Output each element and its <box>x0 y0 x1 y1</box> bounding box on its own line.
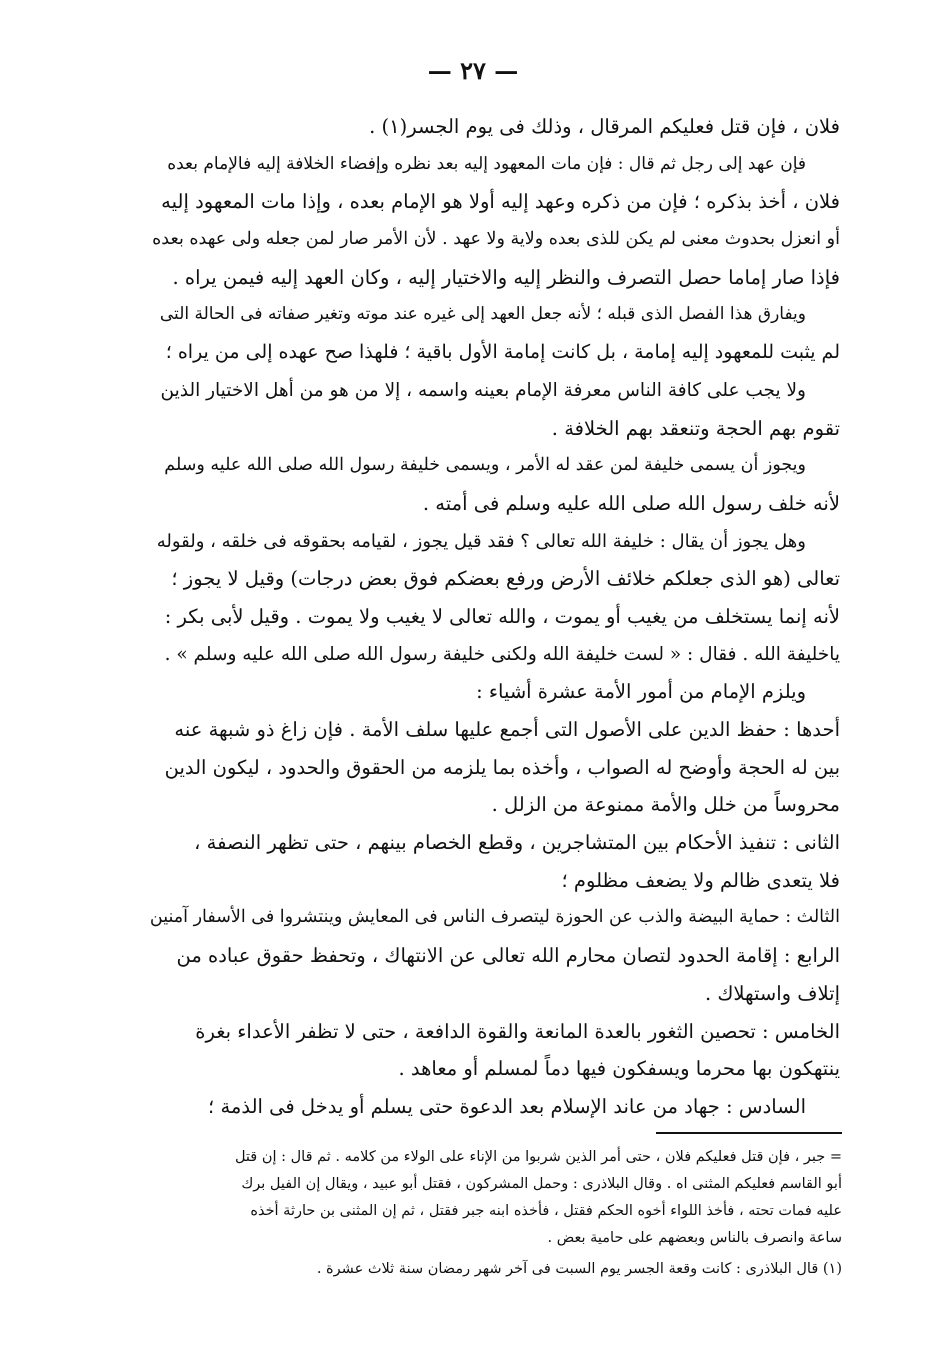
footnote-continuation-line: أبو القاسم فعليكم المثنى اه . وقال البلاذرى : وحمل المشركون ، فقتل أبو عبيد ، ويقال إن الفيل برك <box>241 1176 842 1192</box>
text-line: إتلاف واستهلاك . <box>704 981 840 1005</box>
text-line: تقوم بهم الحجة وتنعقد بهم الخلافة . <box>551 416 840 440</box>
text-line: لم يثبت للمعهود إليه إمامة ، بل كانت إمامة الأول باقية ؛ فلهذا صح عهده إلى من يراه ؛ <box>165 341 840 364</box>
main-text <box>150 108 840 1126</box>
text-line: فإن عهد إلى رجل ثم قال : فإن مات المعهود إليه بعد نظره وإفضاء الخلافة إليه فالإمام بعده <box>167 153 806 174</box>
footnotes <box>150 1144 842 1283</box>
text-line: السادس : جهاد من عاند الإسلام بعد الدعوة حتى يسلم أو يدخل فى الذمة ؛ <box>208 1094 806 1118</box>
text-line: ولا يجب على كافة الناس معرفة الإمام بعينه واسمه ، إلا من هو من أهل الاختيار الذين <box>160 379 806 401</box>
text-line: تعالى (هو الذى جعلكم خلائف الأرض ورفع بعضكم فوق بعض درجات) وقيل لا يجوز ؛ <box>171 567 840 591</box>
text-line: وهل يجوز أن يقال : خليفة الله تعالى ؟ فقد قيل يجوز ، لقيامه بحقوقه فى خلقه ، ولقوله <box>156 530 806 552</box>
text-line: أحدها : حفظ الدين على الأصول التى أجمع عليها سلف الأمة . فإن زاغ ذو شبهة عنه <box>174 718 840 741</box>
text-line: ويجوز أن يسمى خليفة لمن عقد له الأمر ، ويسمى خليفة رسول الله صلى الله عليه وسلم <box>164 455 806 476</box>
footnote-continuation-line: ساعة وانصرف بالناس وبعضهم على حامية بعض . <box>547 1230 842 1246</box>
text-line: فلان ، فإن قتل فعليكم المرقال ، وذلك فى يوم الجسر(١) . <box>369 115 840 138</box>
text-line: ويلزم الإمام من أمور الأمة عشرة أشياء : <box>476 680 806 704</box>
text-line: ويفارق هذا الفصل الذى قبله ؛ لأنه جعل العهد إلى غيره عند موته وتغير صفاته فى الحالة التى <box>159 304 806 325</box>
text-line: محروساً من خلل والأمة ممنوعة من الزلل . <box>491 793 840 817</box>
footnote-continuation-line: = جبر ، فإن قتل فعليكم فلان ، حتى أمر الذين شربوا من الإناء على الولاء من كلامه . ثم قال : إن قتل <box>234 1149 842 1165</box>
text-line: فلان ، أخذ بذكره ؛ فإن من ذكره وعهد إليه أولا هو الإمام بعده ، وإذا مات المعهود إليه <box>161 190 840 214</box>
text-line: بين له الحجة وأوضح له الصواب ، وأخذه بما يلزمه من الحقوق والحدود ، ليكون الدين <box>164 755 840 779</box>
text-line: الثانى : تنفيذ الأحكام بين المتشاجرين ، وقطع الخصام بينهم ، حتى تظهر النصفة ، <box>194 831 840 855</box>
text-line: لأنه خلف رسول الله صلى الله عليه وسلم فى أمته . <box>422 491 840 515</box>
text-line: أو انعزل بحدوث معنى لم يكن للذى بعده ولاية ولا عهد . لأن الأمر صار لمن جعله ولى عهده بعده <box>152 229 840 250</box>
footnote-separator <box>656 1132 842 1134</box>
text-line: فإذا صار إماما حصل التصرف والنظر إليه والاختيار إليه ، وكان العهد إليه فيمن يراه . <box>172 265 840 289</box>
text-line: فلا يتعدى ظالم ولا يضعف مظلوم ؛ <box>561 868 840 892</box>
footnote-1: (١) قال البلاذرى : كانت وقعة الجسر يوم السبت فى آخر شهر رمضان سنة ثلاث عشرة . <box>316 1261 842 1277</box>
footnote-continuation-line: عليه فمات تحته ، فأخذ اللواء أخوه الحكم فقتل ، فأخذه ابنه جبر فقتل ، ثم إن المثنى بن حارثة أخذه <box>250 1203 842 1219</box>
text-line: الرابع : إقامة الحدود لتصان محارم الله تعالى عن الانتهاك ، وتحفظ حقوق عباده من <box>176 944 840 968</box>
text-line: ينتهكون بها محرما ويسفكون فيها دماً لمسلم أو معاهد . <box>398 1057 840 1081</box>
text-line: ياخليفة الله . فقال : « لست خليفة الله ولكنى خليفة رسول الله صلى الله عليه وسلم » . <box>164 643 840 665</box>
text-line: الخامس : تحصين الثغور بالعدة المانعة والقوة الدافعة ، حتى لا تظفر الأعداء بغرة <box>195 1019 840 1043</box>
text-line: الثالث : حماية البيضة والذب عن الحوزة ليتصرف الناس فى المعايش وينتشروا فى الأسفار آمنين <box>150 907 840 928</box>
text-line: لأنه إنما يستخلف من يغيب أو يموت ، والله تعالى لا يغيب ولا يموت . وقيل لأبى بكر : <box>164 604 840 628</box>
page-number: — ٢٧ — <box>427 56 519 85</box>
